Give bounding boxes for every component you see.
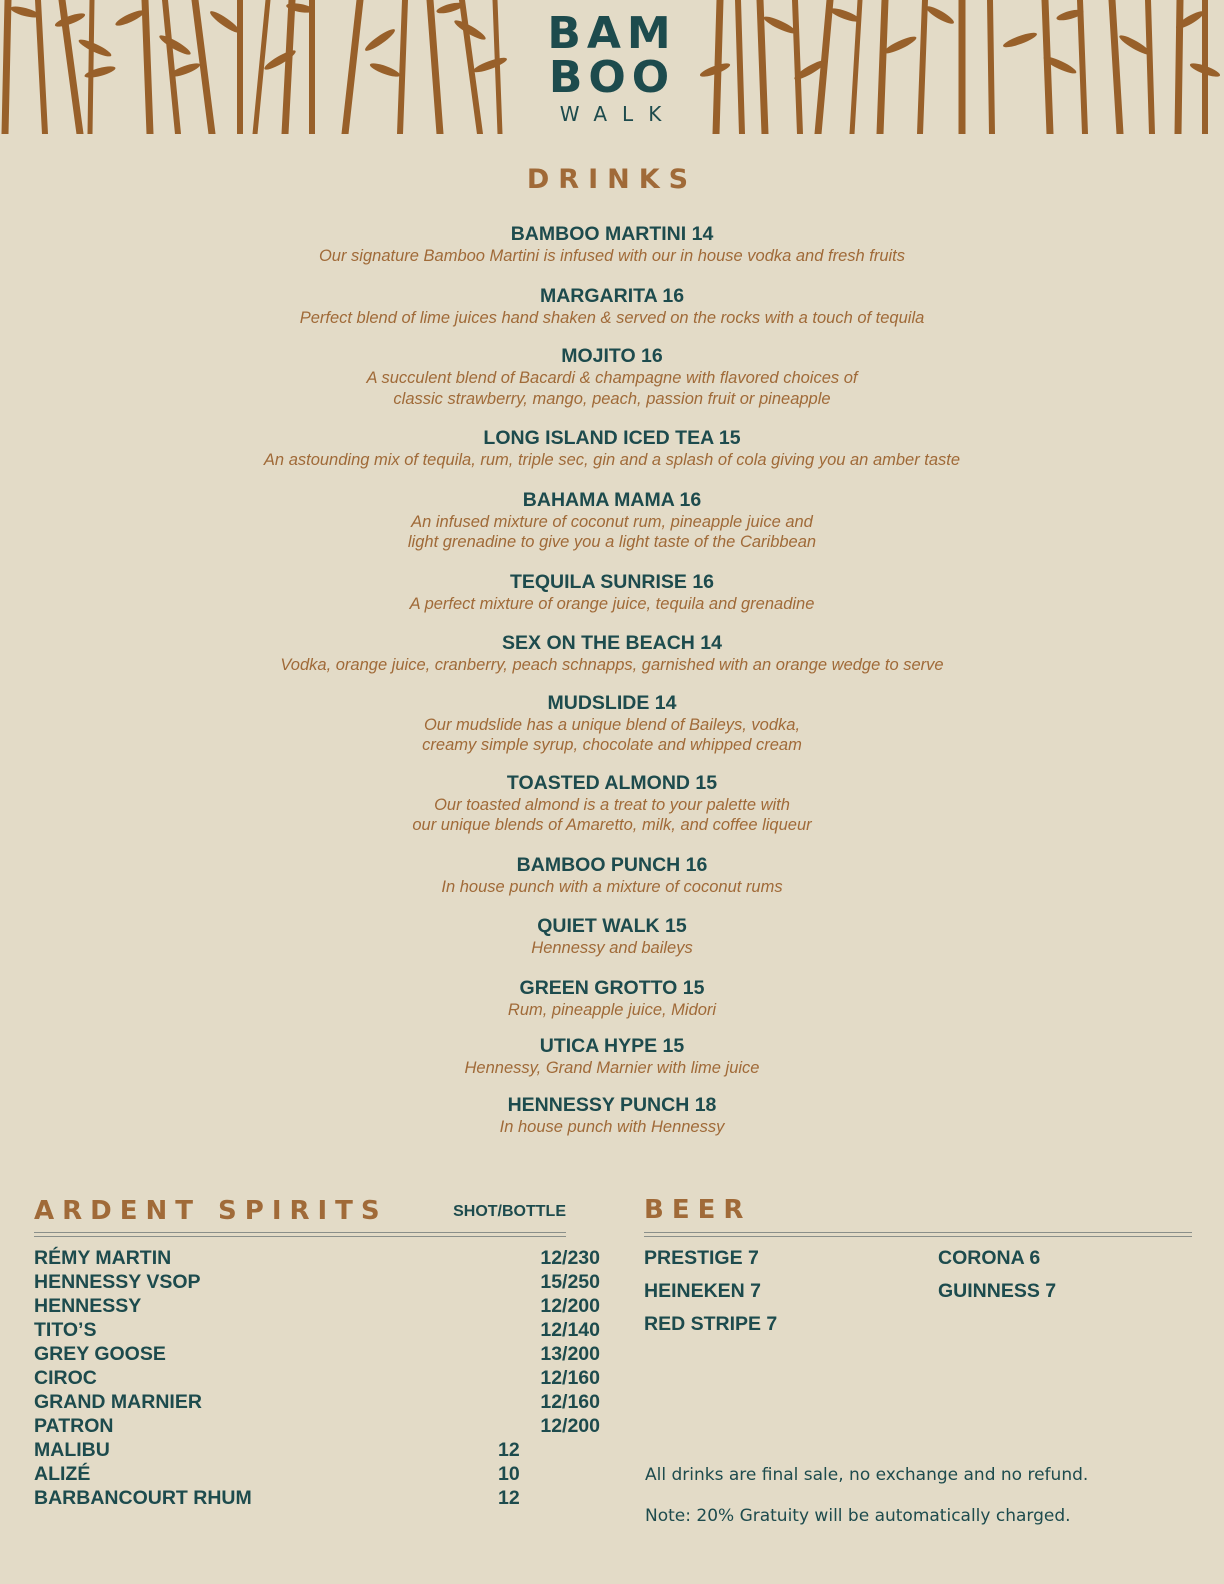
spirit-name: GRAND MARNIER <box>34 1391 202 1413</box>
spirit-row <box>34 1246 600 1270</box>
menu-item-description: A perfect mixture of orange juice, tequila and grenadine <box>409 594 815 613</box>
menu-item-description: Hennessy and baileys <box>531 939 693 957</box>
spirit-row <box>34 1438 566 1462</box>
spirit-name: ALIZÉ <box>34 1463 91 1485</box>
spirits-list <box>34 1246 600 1510</box>
menu-item-name: MOJITO 16 <box>561 345 663 367</box>
menu-item-name: MUDSLIDE 14 <box>547 691 677 714</box>
logo-line-bam: BAM <box>547 8 677 59</box>
spirit-price: 12 <box>498 1487 520 1509</box>
drinks-heading: DRINKS <box>526 164 698 195</box>
gratuity-note: Note: 20% Gratuity will be automatically charged. <box>645 1506 1071 1526</box>
menu-item <box>0 344 1224 409</box>
spirit-row <box>34 1462 566 1486</box>
menu-item <box>0 1034 1224 1079</box>
spirit-price: 12/160 <box>540 1391 600 1413</box>
menu-item <box>0 1093 1224 1138</box>
menu-item-description: In house punch with a mixture of coconut rums <box>441 877 783 896</box>
menu-item-name: BAMBOO PUNCH 16 <box>516 853 708 876</box>
spirit-row <box>34 1366 600 1390</box>
spirit-price: 12/160 <box>540 1367 600 1389</box>
menu-item-description: Our toasted almond is a treat to your palette with our unique blends of Amaretto, milk, and coffee liqueur <box>412 795 812 834</box>
spirit-price: 15/250 <box>540 1271 600 1293</box>
menu-item-name: LONG ISLAND ICED TEA 15 <box>483 427 741 449</box>
beer-item: RED STRIPE 7 <box>644 1313 778 1335</box>
menu-item-description: In house punch with Hennessy <box>499 1117 725 1136</box>
menu-item <box>0 284 1224 329</box>
spirit-price: 12/200 <box>540 1415 600 1437</box>
beer-item: CORONA 6 <box>938 1247 1041 1269</box>
menu-item-description: Hennessy, Grand Marnier with lime juice <box>464 1059 760 1077</box>
menu-item-name: MARGARITA 16 <box>539 284 685 307</box>
menu-item-description: Perfect blend of lime juices hand shaken & served on the rocks with a touch of tequila <box>299 308 925 327</box>
spirit-row <box>34 1486 566 1510</box>
menu-item-description: Our signature Bamboo Martini is infused with our in house vodka and fresh fruits <box>318 247 906 265</box>
menu-item-description: Rum, pineapple juice, Midori <box>507 1000 717 1019</box>
spirit-row <box>34 1390 600 1414</box>
spirit-name: MALIBU <box>34 1439 110 1461</box>
bamboo-walk-logo <box>530 8 694 126</box>
spirit-price: 12/200 <box>540 1295 600 1317</box>
bamboo-right-illustration <box>700 0 1224 134</box>
menu-item <box>0 222 1224 267</box>
menu-item-name: TOASTED ALMOND 15 <box>506 771 718 794</box>
spirit-name: HENNESSY VSOP <box>34 1271 201 1293</box>
logo-line-walk: WALK <box>559 102 677 126</box>
menu-item <box>0 771 1224 836</box>
menu-item <box>0 691 1224 756</box>
beer-divider <box>644 1232 1192 1237</box>
spirits-heading: ARDENT SPIRITS <box>34 1196 388 1226</box>
spirit-name: TITO’S <box>34 1319 97 1341</box>
menu-item <box>0 914 1224 959</box>
spirit-name: PATRON <box>34 1415 114 1437</box>
shot-bottle-column-label: SHOT/BOTTLE <box>453 1203 566 1220</box>
menu-item-name: QUIET WALK 15 <box>537 915 687 937</box>
spirit-row <box>34 1414 600 1438</box>
beer-item: GUINNESS 7 <box>938 1280 1057 1302</box>
spirit-name: BARBANCOURT RHUM <box>34 1487 252 1509</box>
menu-item <box>0 426 1224 471</box>
spirit-row <box>34 1270 600 1294</box>
menu-item <box>0 631 1224 676</box>
bamboo-left-illustration <box>0 0 520 134</box>
logo-line-boo: BOO <box>548 52 676 103</box>
beer-item: PRESTIGE 7 <box>644 1247 759 1269</box>
spirit-row <box>34 1294 600 1318</box>
menu-item <box>0 853 1224 898</box>
menu-item-description: A succulent blend of Bacardi & champagne with flavored choices of classic strawberry, mango, peach, passion fruit or pineapple <box>366 369 858 408</box>
spirit-row <box>34 1318 600 1342</box>
spirit-price: 10 <box>498 1463 520 1485</box>
menu-item-name: UTICA HYPE 15 <box>539 1035 685 1057</box>
spirit-price: 12/140 <box>540 1319 600 1341</box>
spirit-price: 12 <box>498 1439 520 1461</box>
menu-item-description: Our mudslide has a unique blend of Baileys, vodka, creamy simple syrup, chocolate and whipped cream <box>422 715 802 754</box>
menu-item <box>0 570 1224 615</box>
menu-item-name: BAHAMA MAMA 16 <box>522 488 702 511</box>
spirit-price: 13/200 <box>540 1343 600 1365</box>
menu-item-name: BAMBOO MARTINI 14 <box>510 223 714 245</box>
cocktail-list <box>0 222 1224 1137</box>
menu-item-name: GREEN GROTTO 15 <box>519 976 705 999</box>
menu-item <box>0 976 1224 1021</box>
spirit-name: CIROC <box>34 1367 97 1389</box>
menu-item-name: SEX ON THE BEACH 14 <box>502 632 722 654</box>
beer-item: HEINEKEN 7 <box>644 1280 762 1302</box>
menu-item-description: An infused mixture of coconut rum, pineapple juice and light grenadine to give you a light taste of the Caribbean <box>407 512 817 551</box>
final-sale-note: All drinks are final sale, no exchange and no refund. <box>645 1465 1089 1485</box>
spirit-name: RÉMY MARTIN <box>34 1247 172 1269</box>
menu-item <box>0 488 1224 553</box>
menu-item-description: Vodka, orange juice, cranberry, peach schnapps, garnished with an orange wedge to serve <box>280 656 944 674</box>
spirit-row <box>34 1342 600 1366</box>
menu-item-name: HENNESSY PUNCH 18 <box>507 1093 717 1116</box>
spirit-name: GREY GOOSE <box>34 1343 166 1365</box>
spirit-price: 12/230 <box>540 1247 600 1269</box>
spirit-name: HENNESSY <box>34 1295 142 1317</box>
header-banner <box>0 0 1224 134</box>
beer-heading: BEER <box>644 1195 752 1225</box>
menu-item-name: TEQUILA SUNRISE 16 <box>509 570 715 593</box>
menu-item-description: An astounding mix of tequila, rum, triple sec, gin and a splash of cola giving you an amber taste <box>263 451 961 469</box>
spirits-divider <box>34 1232 566 1237</box>
